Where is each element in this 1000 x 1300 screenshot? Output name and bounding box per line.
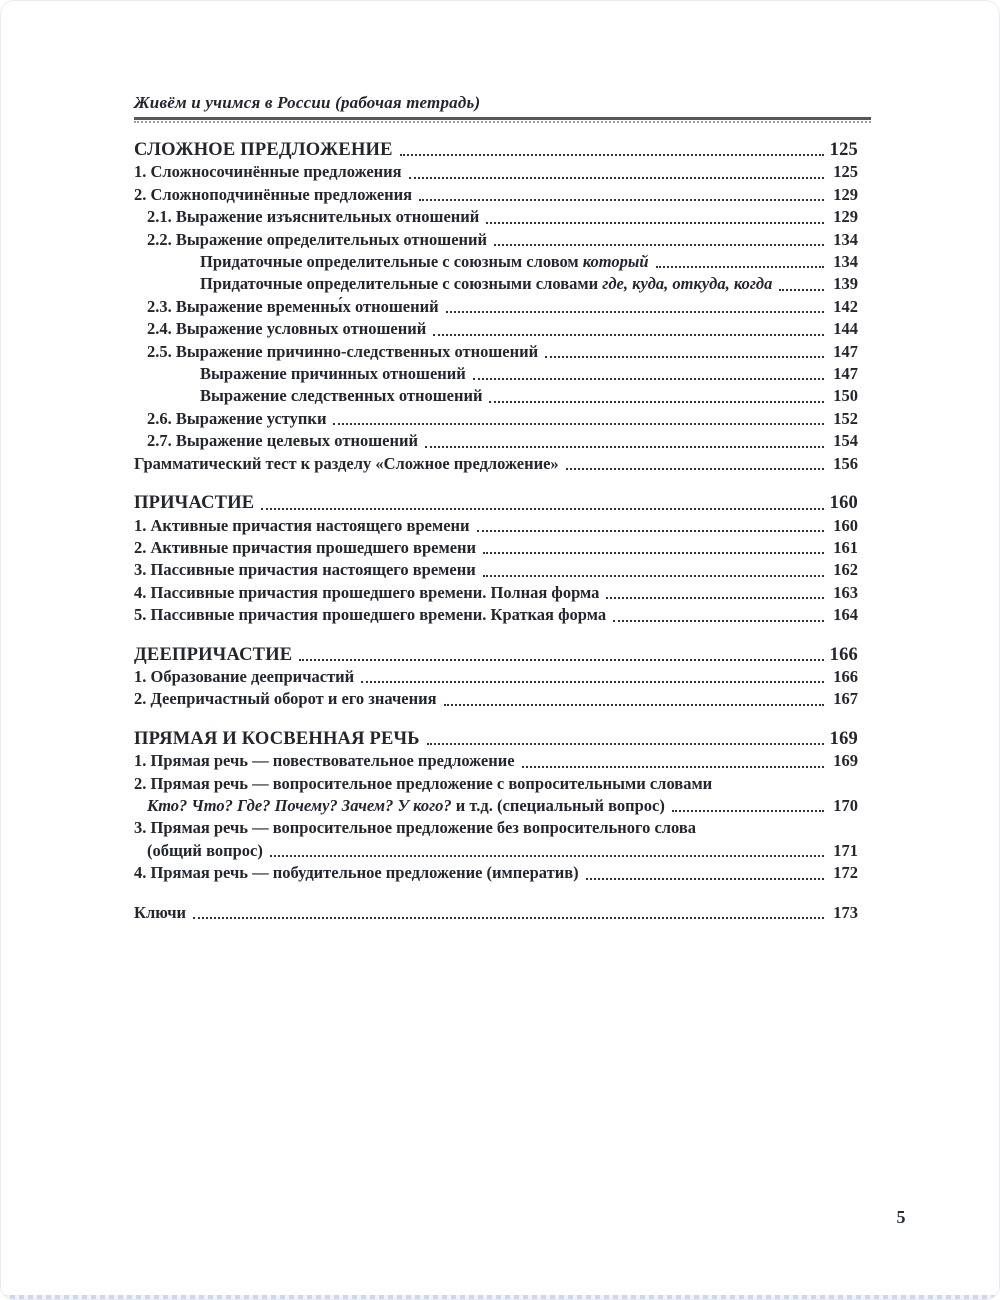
toc-entry-text-segment: 2.5. Выражение причинно-следственных отношений bbox=[147, 341, 539, 361]
toc-entry-page-number: 156 bbox=[833, 453, 858, 473]
toc-entry-text-segment: 2.6. Выражение уступки bbox=[147, 408, 327, 428]
toc-entry-text-segment: 1. Образование деепричастий bbox=[134, 666, 355, 686]
toc-section-4 bbox=[134, 902, 858, 924]
toc-entry-text-segment: 1. Активные причастия настоящего времени bbox=[134, 515, 470, 535]
toc-entry-text-segment: 2.4. Выражение условных отношений bbox=[147, 319, 427, 339]
dotted-leader bbox=[672, 810, 824, 812]
toc-entry-text-segment: 2.2. Выражение определительных отношений bbox=[147, 229, 488, 249]
toc-entry-text bbox=[147, 206, 479, 228]
dotted-leader bbox=[477, 530, 824, 532]
toc-section-1 bbox=[134, 492, 858, 626]
toc-entry-text-segment: 1. Прямая речь — повествовательное предложение bbox=[134, 751, 515, 771]
toc-entry-page-number: 129 bbox=[833, 184, 858, 204]
toc-entry-text-segment: ПРИЧАСТИЕ bbox=[134, 493, 255, 514]
toc-section-title bbox=[134, 492, 254, 514]
dotted-leader bbox=[489, 401, 824, 403]
toc-entry-text bbox=[134, 537, 476, 559]
toc-entry-row bbox=[134, 750, 858, 772]
toc-entry-page-number: 173 bbox=[833, 902, 858, 922]
toc-entry-row bbox=[134, 862, 858, 884]
toc-entry-row bbox=[134, 296, 858, 318]
toc-entry-page-number: 163 bbox=[833, 582, 858, 602]
toc-entry-page-number: 169 bbox=[833, 751, 858, 771]
toc-entry-row bbox=[134, 408, 858, 430]
toc-entry-page-number: 172 bbox=[833, 863, 858, 883]
toc-entry-text bbox=[147, 229, 487, 251]
toc-section-2 bbox=[134, 644, 858, 711]
toc-entry-text bbox=[147, 795, 665, 817]
toc-entry-row bbox=[134, 559, 858, 581]
toc-entry-text-segment: и т.д. (специальный вопрос) bbox=[451, 795, 665, 815]
dotted-leader bbox=[425, 446, 824, 448]
dotted-leader bbox=[586, 878, 824, 880]
toc-entry-text bbox=[200, 251, 649, 273]
toc-entry-text bbox=[134, 817, 696, 839]
dotted-leader bbox=[433, 334, 824, 336]
toc-entry-text-segment: 1. Сложносочинённые предложения bbox=[134, 162, 402, 182]
toc-entry-page-number: 129 bbox=[833, 207, 858, 227]
toc-entry-row bbox=[134, 363, 858, 385]
toc-entry-text-segment: Придаточные определительные с союзными словами bbox=[200, 274, 603, 294]
toc-entry-row bbox=[134, 515, 858, 537]
toc-entry-row bbox=[134, 229, 858, 251]
toc-entry-text-segment: 2.7. Выражение целевых отношений bbox=[147, 431, 418, 451]
dotted-leader bbox=[409, 177, 824, 179]
toc-entry-row bbox=[134, 273, 858, 295]
toc-entry-text-segment: 3. Пассивные причастия настоящего времени bbox=[134, 560, 476, 580]
toc-entry-text-segment: 2.3. Выражение временны́х отношений bbox=[147, 296, 439, 316]
dotted-leader bbox=[270, 855, 824, 857]
toc-entry-text-segment: ДЕЕПРИЧАСТИЕ bbox=[134, 644, 293, 665]
toc-section-title bbox=[134, 644, 292, 666]
toc-entry-row bbox=[134, 341, 858, 363]
toc-entry-row bbox=[134, 453, 858, 475]
toc-entry-row bbox=[134, 688, 858, 710]
toc-entry-text-segment: 2. Активные причастия прошедшего времени bbox=[134, 537, 477, 557]
toc-entry-text-segment: ПРЯМАЯ И КОСВЕННАЯ РЕЧЬ bbox=[134, 728, 420, 749]
toc-entry-row bbox=[134, 817, 858, 839]
toc-section-0 bbox=[134, 139, 858, 475]
toc-entry-page-number: 166 bbox=[829, 644, 858, 665]
toc-entry-text-segment: 2.1. Выражение изъяснительных отношений bbox=[147, 207, 480, 227]
toc-entry-row bbox=[134, 161, 858, 183]
toc-entry-text bbox=[147, 341, 538, 363]
dotted-leader bbox=[361, 681, 824, 683]
scan-edge-artifact bbox=[1, 1295, 999, 1299]
toc-entry-page-number: 160 bbox=[833, 515, 858, 535]
toc-entry-row bbox=[134, 666, 858, 688]
toc-entry-row bbox=[134, 773, 858, 795]
dotted-leader bbox=[261, 508, 823, 510]
toc-entry-page-number: 166 bbox=[833, 666, 858, 686]
dotted-leader bbox=[193, 917, 824, 919]
toc-entry-page-number: 150 bbox=[833, 386, 858, 406]
toc-entry-text bbox=[134, 688, 437, 710]
toc-section-title-row bbox=[134, 139, 858, 161]
toc-entry-text bbox=[134, 515, 470, 537]
dotted-leader bbox=[606, 597, 824, 599]
dotted-leader bbox=[566, 468, 824, 470]
table-of-contents bbox=[134, 139, 858, 924]
dotted-leader bbox=[545, 356, 824, 358]
toc-entry-row bbox=[134, 184, 858, 206]
toc-entry-text-segment: Придаточные определительные с союзным словом bbox=[200, 252, 583, 272]
toc-section-title bbox=[134, 728, 420, 750]
dotted-leader bbox=[613, 620, 824, 622]
toc-entry-text bbox=[134, 184, 412, 206]
toc-entry-text bbox=[147, 840, 263, 862]
dotted-leader bbox=[446, 311, 824, 313]
toc-entry-text-segment: 2. Прямая речь — вопросительное предложение с вопросительными словами bbox=[134, 773, 713, 793]
toc-entry-text bbox=[134, 582, 599, 604]
toc-entry-page-number: 144 bbox=[833, 319, 858, 339]
toc-entry-text bbox=[134, 604, 606, 626]
toc-entry-text bbox=[200, 385, 482, 407]
dotted-leader bbox=[656, 266, 824, 268]
toc-entry-text-segment: Грамматический тест к разделу «Сложное предложение» bbox=[134, 453, 559, 473]
toc-entry-text bbox=[147, 296, 439, 318]
toc-entry-page-number: 139 bbox=[833, 274, 858, 294]
toc-entry-text bbox=[134, 666, 354, 688]
page-number: 5 bbox=[896, 1207, 906, 1227]
toc-entry-page-number: 125 bbox=[833, 162, 858, 182]
toc-section-title-row bbox=[134, 492, 858, 514]
toc-entry-text-segment: Выражение следственных отношений bbox=[200, 386, 483, 406]
running-header-title: Живём и учимся в России (рабочая тетрадь) bbox=[134, 93, 481, 112]
dotted-leader bbox=[333, 423, 824, 425]
dotted-leader bbox=[299, 659, 823, 661]
toc-entry-page-number: 125 bbox=[829, 140, 858, 160]
dotted-leader bbox=[486, 222, 824, 224]
dotted-leader bbox=[483, 552, 824, 554]
toc-entry-page-number: 171 bbox=[833, 840, 858, 860]
toc-entry-row bbox=[134, 251, 858, 273]
toc-entry-page-number: 147 bbox=[833, 364, 858, 384]
toc-entry-row bbox=[134, 582, 858, 604]
toc-entry-text-italic: где, куда, откуда, когда bbox=[602, 274, 773, 294]
toc-entry-text-segment: Ключи bbox=[134, 902, 187, 922]
toc-entry-page-number: 170 bbox=[833, 795, 858, 815]
toc-entry-row bbox=[134, 430, 858, 452]
toc-entry-text bbox=[147, 430, 418, 452]
dotted-leader bbox=[419, 199, 824, 201]
toc-section-title-row bbox=[134, 644, 858, 666]
toc-entry-row bbox=[134, 318, 858, 340]
toc-entry-text bbox=[200, 363, 466, 385]
toc-entry-row bbox=[134, 206, 858, 228]
toc-entry-row bbox=[134, 385, 858, 407]
dotted-leader bbox=[779, 289, 824, 291]
toc-entry-text bbox=[134, 750, 515, 772]
dotted-leader bbox=[400, 154, 824, 156]
toc-entry-page-number: 154 bbox=[833, 431, 858, 451]
dotted-leader bbox=[483, 575, 824, 577]
toc-entry-text bbox=[134, 773, 712, 795]
header-rule-secondary bbox=[134, 121, 871, 123]
dotted-leader bbox=[522, 766, 824, 768]
toc-entry-page-number: 160 bbox=[829, 493, 858, 514]
toc-entry-page-number: 161 bbox=[833, 537, 858, 557]
dotted-leader bbox=[473, 378, 824, 380]
toc-entry-row bbox=[134, 537, 858, 559]
toc-entry-page-number: 152 bbox=[833, 408, 858, 428]
toc-entry-page-number: 169 bbox=[829, 728, 858, 749]
toc-entry-text-italic: Кто? Что? Где? Почему? Зачем? У кого? bbox=[147, 795, 452, 815]
toc-entry-text bbox=[200, 273, 772, 295]
toc-entry-text-segment: 5. Пассивные причастия прошедшего времени. Краткая форма bbox=[134, 605, 607, 625]
toc-entry-page-number: 164 bbox=[833, 605, 858, 625]
toc-entry-page-number: 167 bbox=[833, 689, 858, 709]
toc-section-title bbox=[134, 139, 393, 161]
dotted-leader bbox=[444, 704, 824, 706]
toc-entry-page-number: 134 bbox=[833, 229, 858, 249]
toc-entry-row bbox=[134, 902, 858, 924]
dotted-leader bbox=[494, 244, 824, 246]
toc-entry-text bbox=[147, 408, 326, 430]
toc-entry-text-segment: СЛОЖНОЕ ПРЕДЛОЖЕНИЕ bbox=[134, 140, 393, 160]
toc-entry-text-italic: который bbox=[582, 252, 649, 272]
toc-entry-page-number: 134 bbox=[833, 252, 858, 272]
toc-entry-text-segment: 4. Прямая речь — побудительное предложение (императив) bbox=[134, 863, 579, 883]
toc-entry-text bbox=[134, 862, 579, 884]
toc-entry-text bbox=[134, 453, 559, 475]
toc-entry-text-segment: 2. Сложноподчинённые предложения bbox=[134, 184, 413, 204]
toc-entry-text-segment: 4. Пассивные причастия прошедшего времени. Полная форма bbox=[134, 582, 600, 602]
toc-entry-page-number: 142 bbox=[833, 296, 858, 316]
toc-entry-row bbox=[134, 795, 858, 817]
toc-entry-text bbox=[134, 902, 186, 924]
toc-entry-text bbox=[134, 559, 476, 581]
toc-entry-row bbox=[134, 604, 858, 626]
toc-entry-text bbox=[134, 161, 402, 183]
toc-entry-row bbox=[134, 840, 858, 862]
toc-section-3 bbox=[134, 728, 858, 885]
toc-section-title-row bbox=[134, 728, 858, 750]
toc-entry-text bbox=[147, 318, 426, 340]
toc-entry-text-segment: Выражение причинных отношений bbox=[200, 364, 466, 384]
running-header bbox=[134, 93, 871, 123]
toc-entry-text-segment: 2. Деепричастный оборот и его значения bbox=[134, 689, 437, 709]
toc-entry-text-segment: (общий вопрос) bbox=[147, 840, 263, 860]
dotted-leader bbox=[427, 743, 824, 745]
toc-entry-text-segment: 3. Прямая речь — вопросительное предложение без вопросительного слова bbox=[134, 818, 697, 838]
toc-entry-page-number: 162 bbox=[833, 560, 858, 580]
header-rule bbox=[134, 117, 871, 120]
toc-entry-page-number: 147 bbox=[833, 341, 858, 361]
